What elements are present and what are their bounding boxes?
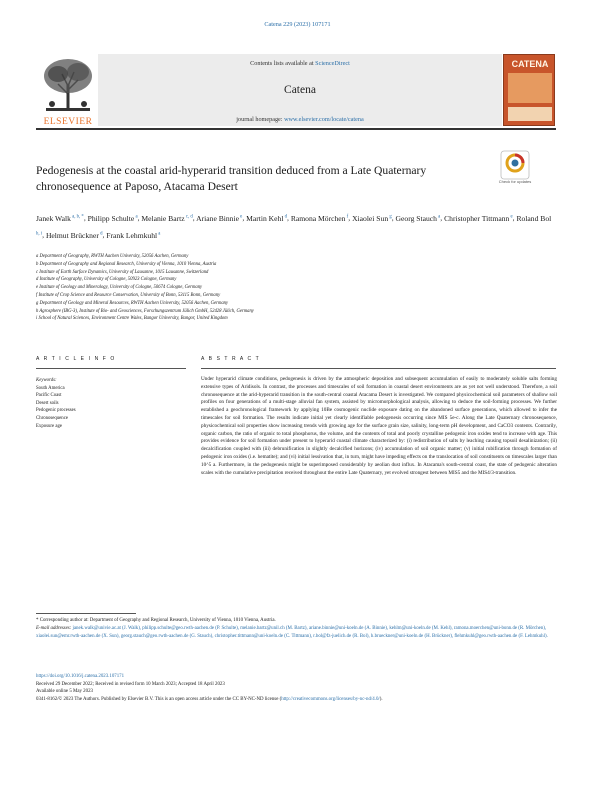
author-affiliation-marks[interactable]: a (157, 231, 161, 237)
author-name: Janek Walk (36, 213, 71, 223)
author[interactable] (352, 214, 392, 223)
keyword: Desert soils (36, 400, 59, 406)
homepage-line (98, 116, 502, 123)
author-affiliation-marks[interactable]: c, d (184, 214, 193, 219)
homepage-link[interactable]: www.elsevier.com/locate/catena (284, 116, 364, 123)
author[interactable] (196, 214, 242, 223)
contents-line (98, 60, 502, 67)
author-name: Xiaolei Sun (352, 213, 389, 223)
author-affiliation-marks[interactable]: a (436, 214, 441, 219)
author-affiliation-marks[interactable]: d (98, 231, 103, 237)
abstract-heading: A B S T R A C T (201, 356, 261, 362)
author[interactable] (291, 214, 348, 223)
header-rule (36, 128, 556, 130)
journal-reference[interactable]: Catena 229 (2023) 107171 (264, 21, 331, 28)
publisher-name: ELSEVIER (43, 117, 93, 127)
license-prefix: 0341-8162/© 2023 The Authors. Published by Elsevier B.V. This is an open access article under the CC BY-NC-ND license ( (36, 696, 282, 702)
author-affiliation-marks[interactable]: d (283, 214, 288, 219)
author-name: Martin Kehl (246, 213, 284, 223)
footnote (36, 617, 556, 640)
author-affiliation-marks[interactable]: e (509, 214, 513, 219)
affiliation: i School of Natural Sciences, Environment Centre Wales, Bangor University, Bangor, United Kingdom (36, 316, 228, 322)
elsevier-logo (38, 54, 98, 126)
author-affiliation-marks[interactable]: a (134, 214, 138, 219)
license-suffix: ). (379, 696, 383, 702)
keyword: Chronosequence (36, 415, 68, 421)
keyword: Pedogenic processes (36, 408, 76, 414)
author-name: Christopher Tittmann (444, 213, 510, 223)
keyword: Exposure age (36, 423, 62, 429)
keywords-label: Keywords: (36, 378, 57, 383)
journal-name: Catena (284, 84, 316, 96)
author-name: Ramona Mörchen (290, 213, 346, 223)
author-list: Janek Walk $^{a, b, *}$, Philipp Schulte $^a$, Melanie Bartz $^{c, d}$, Ariane Binnie $^e$, Martin Kehl $^d$, Ramona Mörchen $^f$, Xiaolei Sun $^g$, Georg Stauch $^a$, Christopher Tittmann $^e$, Roland Bol $^{h, i}$, Helmut Brückner $^d$, Frank Lehmkuhl $^a$ (36, 213, 552, 240)
author-emails[interactable]: janek.walk@univie.ac.at (J. Walk), philipp.schulte@geo.rwth-aachen.de (P. Schulte), melanie.bartz@unil.ch (M. Bartz), ariane.binnie@uni-koeln.de (A. Binnie), kehlm@uni-koeln.de (M. Kehl), ramona.moerchen@uni-bonn.de (R. Mörchen), xiaolei.sun@emr.rwth-aachen.de (X. Sun), georg.stauch@geo.rwth-aachen.de (G. Stauch), christopher.tittmann@uni-koeln.de (C. Tittmann), r.bol@fz-juelich.de (R. Bol), h.brueckner@uni-koeln.de (H. Brückner), flehmkuhl@geo.rwth-aachen.de (F. Lehmkuhl). (36, 625, 548, 639)
author[interactable] (36, 214, 84, 223)
author-name: Melanie Bartz (141, 213, 185, 223)
affiliation: a Department of Geography, RWTH Aachen University, 52056 Aachen, Germany (36, 254, 189, 259)
journal-cover[interactable] (503, 54, 555, 126)
author-affiliation-marks[interactable]: a, b, * (70, 214, 84, 219)
footnote-rule (36, 613, 136, 614)
doi-link[interactable]: https://doi.org/10.1016/j.catena.2023.107171 (36, 674, 125, 679)
received-dates: Received 29 December 2022; Received in revised form 10 March 2023; Accepted 18 April 2023 (36, 681, 225, 687)
sciencedirect-link[interactable]: ScienceDirect (315, 60, 350, 67)
author-name: Frank Lehmkuhl (106, 230, 158, 240)
keyword-list (36, 385, 186, 431)
affiliation: e Institute of Geology and Mineralogy, University of Cologne, 50674 Cologne, Germany (36, 285, 203, 291)
publication-info (36, 673, 556, 703)
homepage-prefix: journal homepage: (236, 116, 285, 123)
author-name: Ariane Binnie (196, 213, 239, 223)
author-affiliation-marks[interactable]: g (388, 214, 392, 219)
affiliation: d Institute of Geography, University of Cologne, 50923 Cologne, Germany (36, 277, 177, 283)
affiliation: f Institute of Crop Science and Resource Conservation, University of Bonn, 53115 Bonn, Germany (36, 292, 221, 298)
author[interactable] (246, 214, 287, 223)
contents-prefix: Contents lists available at (250, 60, 316, 67)
abstract-rule (201, 368, 556, 369)
article-info-rule (36, 368, 186, 369)
check-for-updates-icon[interactable] (500, 150, 530, 180)
affiliation: b Department of Geography and Regional Research, University of Vienna, 1010 Vienna, Austria (36, 261, 217, 267)
cover-strip (508, 107, 552, 121)
affiliation-list (36, 253, 556, 323)
author-affiliation-marks[interactable]: f (345, 214, 349, 219)
article-info-heading: A R T I C L E I N F O (36, 356, 116, 362)
author[interactable] (444, 214, 513, 223)
keyword: Pacific Coast (36, 393, 62, 399)
author-affiliation-marks[interactable]: e (238, 214, 243, 219)
author[interactable] (46, 231, 103, 240)
author-name: Philipp Schulte (87, 213, 135, 223)
author-name: Helmut Brückner (45, 230, 99, 240)
keyword: South America (36, 385, 65, 391)
author[interactable] (88, 214, 138, 223)
keywords-block (36, 377, 186, 430)
author[interactable] (141, 214, 192, 223)
cover-image (508, 73, 552, 103)
author[interactable] (106, 231, 160, 240)
elsevier-tree-icon (38, 54, 98, 116)
email-label: E-mail addresses: (36, 625, 72, 631)
journal-header (98, 54, 502, 126)
affiliation: c Institute of Earth Surface Dynamics, University of Lausanne, 1015 Lausanne, Switzerland (36, 269, 209, 275)
cover-title: CATENA (511, 59, 549, 69)
author-name: Georg Stauch (395, 213, 437, 223)
license-text (36, 696, 556, 704)
author[interactable] (396, 214, 441, 223)
affiliation: h Agrosphere (IBG-3), Institute of Bio- and Geosciences, Forschungszentrum Jülich GmbH, 52428 Jülich, Germany (36, 308, 254, 314)
affiliation: g Department of Geology and Mineral Resources, RWTH Aachen University, 52056 Aachen, Germany (36, 300, 229, 306)
license-link[interactable]: http://creativecommons.org/licenses/by-nc-nd/4.0/ (281, 696, 380, 702)
author-affiliation-marks[interactable]: h, i (36, 231, 43, 237)
footnote-marker: * (36, 618, 39, 623)
check-for-updates-label[interactable]: Check for updates (498, 179, 532, 184)
author-name: Roland Bol (516, 213, 552, 223)
corresponding-author: Corresponding author at: Department of Geography and Regional Research, University of Vienna, 1010 Vienna, Austria. (39, 618, 276, 623)
article-title: Pedogenesis at the coastal arid-hyperarid transition deduced from a Late Quaternary chronosequence at Paposo, Atacama Desert (36, 164, 427, 193)
abstract-text: Under hyperarid climate conditions, pedogenesis is driven by the atmospheric deposition and subsequent accumulation of easily to moderately soluble salts forming extensive types of Aridisols. In contrast, the processes and timescales of soil formation in coastal desert environments are as yet not well understood. Therefore, a soil chronosequence at the arid-hyperarid transition in the south-central coastal Atacama Desert is investigated. We compared physicochemical soil parameters of shallow soil profiles on four generations of a multi-stage alluvial fan system, assisted by micromorphological analysis, allowing to deduce the soil-forming processes. We further established a geochronological framework by applying 10Be cosmogenic nuclide exposure dating on the abandoned surface generations, which allowed to infer the timescales for soil formation. The results indicate initial yet clearly identifiable pedogenesis occurring since MIS 5e-c. Along the Late Quaternary chronosequence, physicochemical soil properties show increasing trends with growing age for the surface grain size, salinity, long-term pH development, and CaCO3 contents. Contrarily, organic carbon, the ratio of organic to total phosphorus, the volume, and the contents of total and poorly crystalline pedogenic iron oxides tend to increase with age. This provides evidence for soil formation under present to hyperarid coastal climate characterized by: (i) redistribution of salts by leaching causing topsoil desalinization; (ii) decalcification coupled with (iii) debrunification in slightly decalcified horizons; (iv) accumulation of soil organic matter; (v) initial rubification through formation of pedogenic iron oxides (i.e. hematite); and (vi) initial lessivation that, in turn, might have impeding effects on the translocation of soil constituents on timescales larger than 10^5 a. Furthermore, in the pedogenesis might be superimposed considerably by aeolian dust influx. In Atacama's south-central coast, the state of pedogenic alteration scales with the cumulative precipitation received throughout the entire Late Quaternary, yet evolved strongest between MIS5 and the MIS4/3-transition. (201, 376, 557, 476)
available-online: Available online 5 May 2023 (36, 689, 93, 695)
